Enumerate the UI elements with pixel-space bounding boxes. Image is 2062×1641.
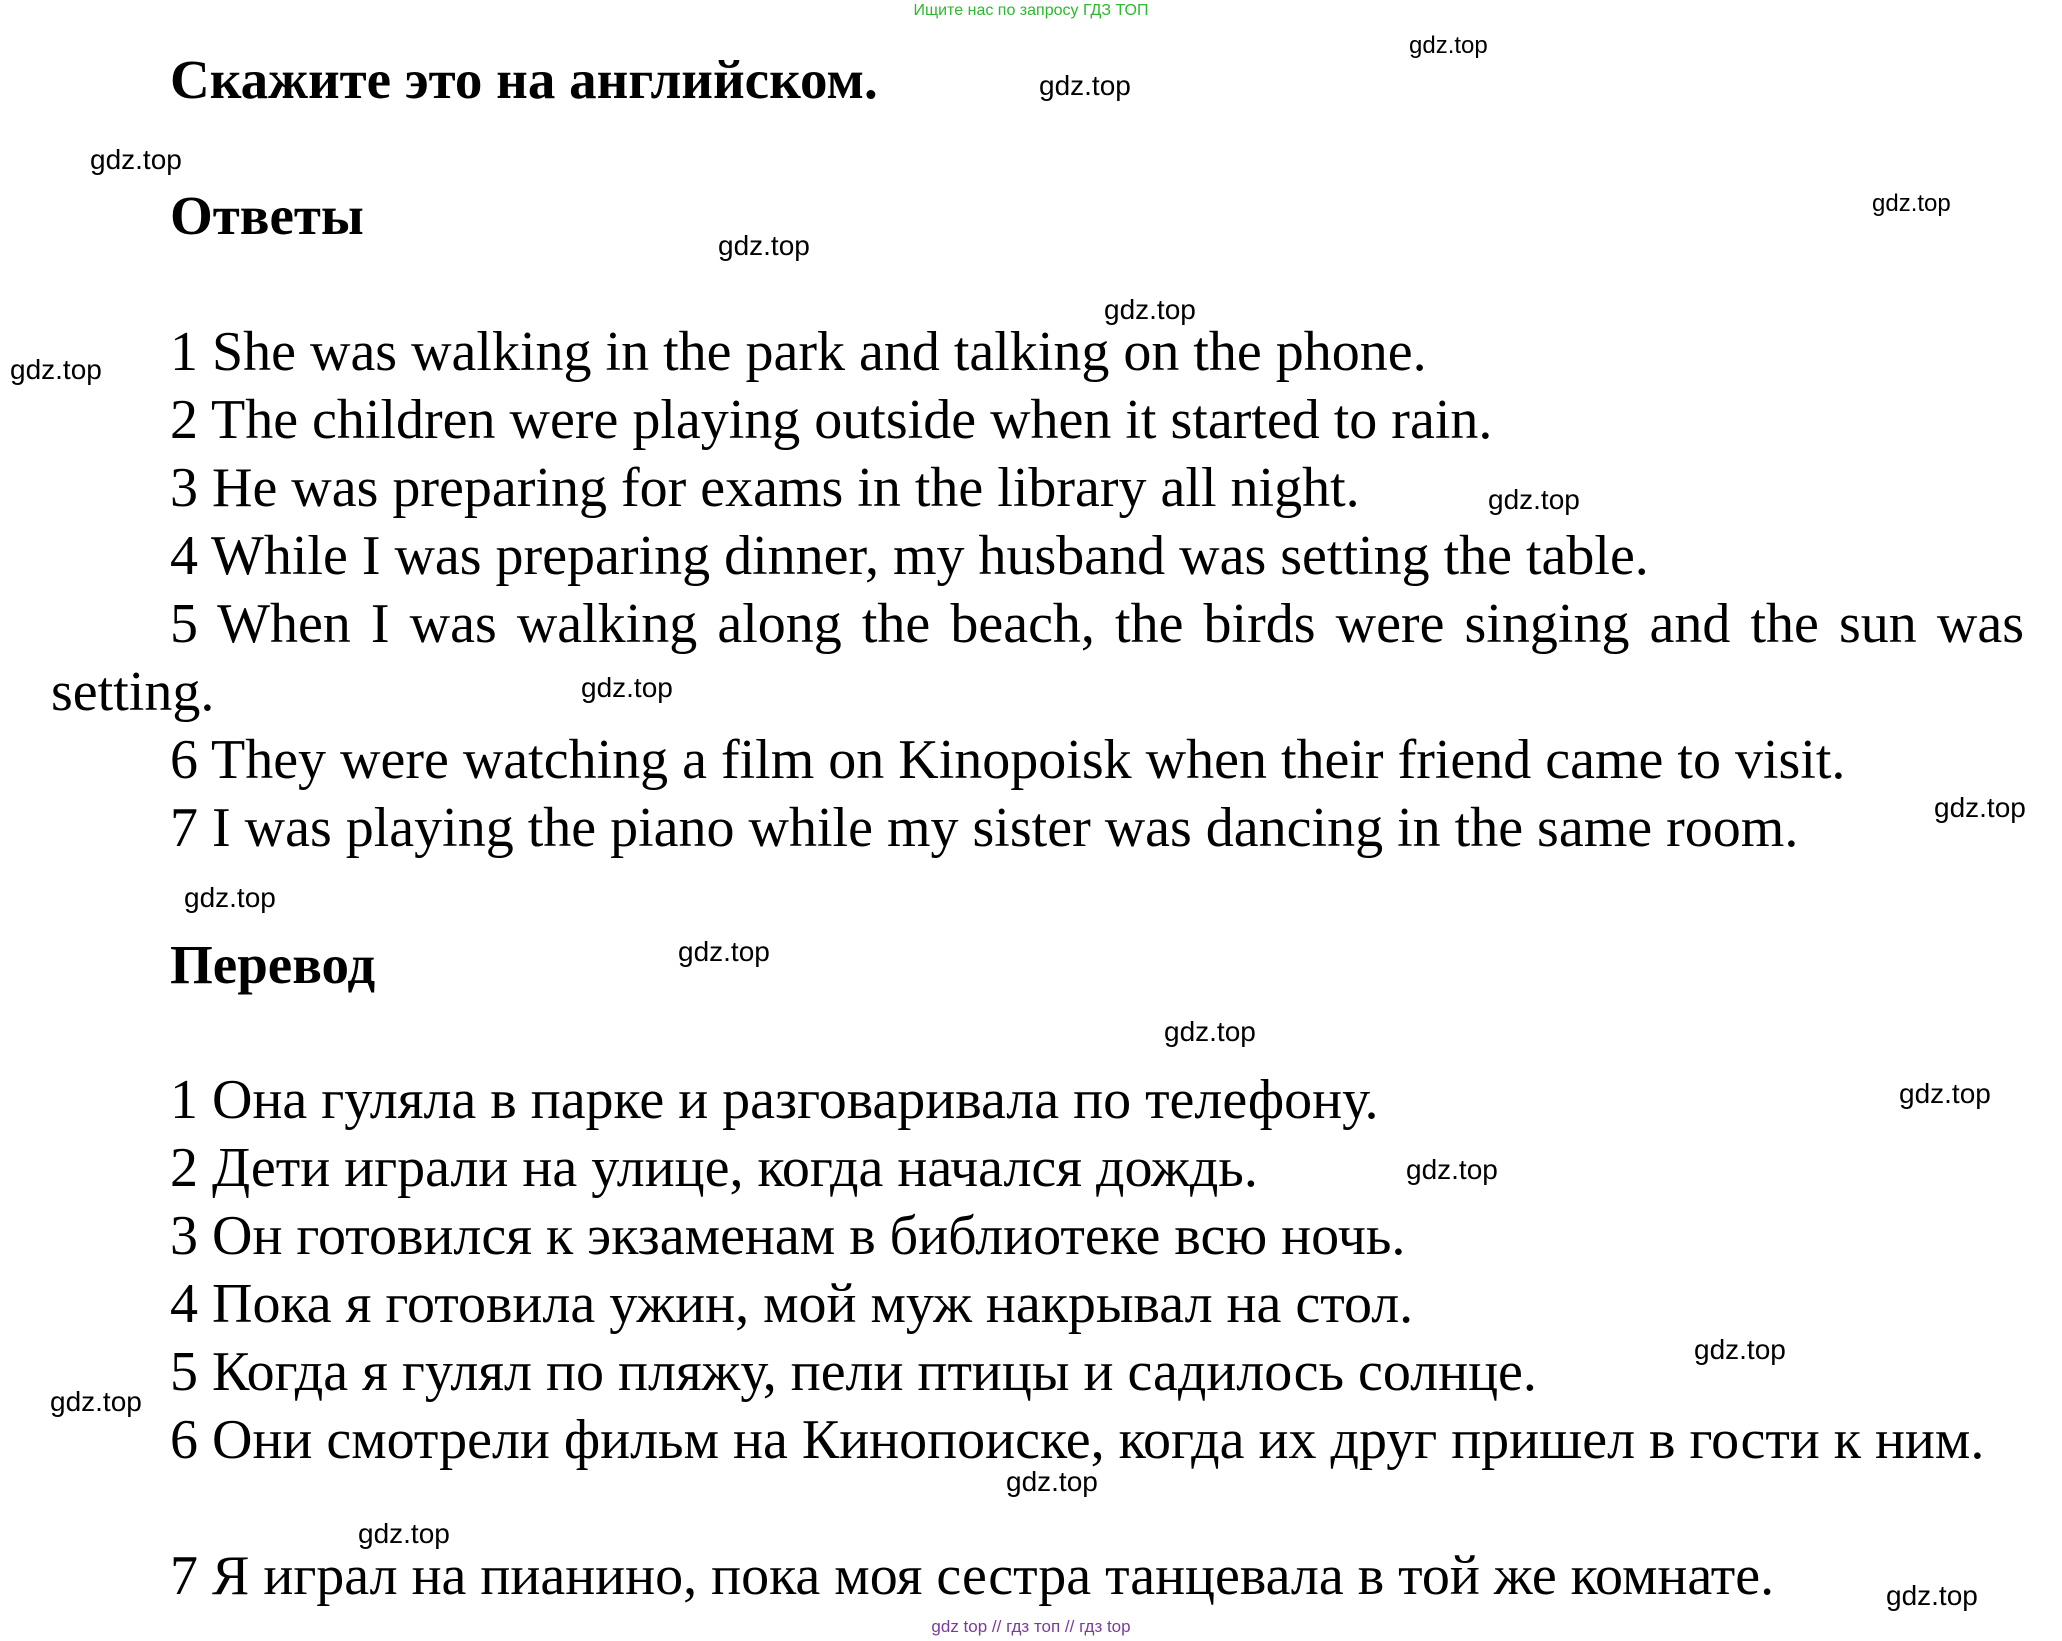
watermark: gdz.top (50, 1386, 142, 1417)
watermark: gdz.top (358, 1518, 450, 1549)
watermark: gdz.top (718, 230, 810, 261)
watermark: gdz.top (1872, 190, 1951, 217)
watermark: gdz.top (1406, 1154, 1498, 1185)
watermark: gdz.top (10, 354, 102, 385)
watermark: gdz.top (1164, 1016, 1256, 1047)
top-banner: Ищите нас по запросу ГДЗ ТОП (913, 2, 1149, 19)
footer: gdz top // гдз топ // гдз top (931, 1617, 1131, 1636)
translation-item-7: 7 Я играл на пианино, пока моя сестра танцевала в той же комнате. (170, 1545, 1775, 1607)
task-title: Скажите это на английском. (170, 49, 878, 110)
translation-item-2: 2 Дети играли на улице, когда начался дождь. (170, 1137, 1258, 1199)
watermark: gdz.top (1694, 1334, 1786, 1365)
answer-item-3: 3 He was preparing for exams in the library all night. (170, 457, 1360, 519)
watermark: gdz.top (1934, 792, 2026, 823)
answers-heading: Ответы (170, 185, 364, 246)
watermark: gdz.top (184, 882, 276, 913)
answer-item-4: 4 While I was preparing dinner, my husband was setting the table. (170, 525, 1649, 587)
watermark: gdz.top (90, 144, 182, 175)
watermark: gdz.top (1006, 1466, 1098, 1497)
translation-item-5: 5 Когда я гулял по пляжу, пели птицы и садилось солнце. (170, 1341, 1537, 1403)
watermark: gdz.top (1886, 1580, 1978, 1611)
watermark: gdz.top (1104, 294, 1196, 325)
translation-item-3: 3 Он готовился к экзаменам в библиотеке всю ночь. (170, 1205, 1406, 1267)
answer-item-1: 1 She was walking in the park and talking on the phone. (170, 321, 1427, 383)
answer-item-7: 7 I was playing the piano while my sister was dancing in the same room. (170, 797, 1799, 859)
watermark: gdz.top (581, 672, 673, 703)
answer-item-2: 2 The children were playing outside when it started to rain. (170, 389, 1493, 451)
watermark: gdz.top (1039, 70, 1131, 101)
watermark: gdz.top (1488, 484, 1580, 515)
watermark: gdz.top (678, 936, 770, 967)
translation-item-1: 1 Она гуляла в парке и разговаривала по телефону. (170, 1069, 1379, 1131)
answer-item-6: 6 They were watching a film on Kinopoisk when their friend came to visit. (170, 729, 1846, 791)
watermark: gdz.top (1899, 1078, 1991, 1109)
translation-heading: Перевод (170, 934, 376, 995)
translation-item-4: 4 Пока я готовила ужин, мой муж накрывал на стол. (170, 1273, 1414, 1335)
watermark: gdz.top (1409, 32, 1488, 59)
answer-item-5: 5 When I was walking along the beach, the birds were singing and the sun was setting. (51, 593, 2024, 723)
translation-item-6: 6 Они смотрели фильм на Кинопоиске, когда их друг пришел в гости к ним. (170, 1409, 1985, 1471)
